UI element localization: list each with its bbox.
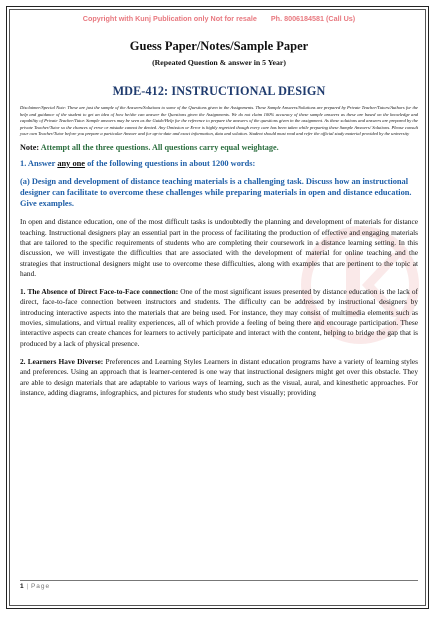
sub-question-a: (a) Design and development of distance teaching materials is a challenging task. Discuss how an instructional designer can facilitate to overcome these challenges while preparing materials in open and distance education. Give examples. bbox=[20, 176, 412, 209]
page-content bbox=[20, 14, 418, 398]
document-subtitle: (Repeated Question & answer in 5 Year) bbox=[152, 58, 286, 67]
question-1-instruction bbox=[20, 159, 418, 168]
course-title: MDE-412: INSTRUCTIONAL DESIGN bbox=[112, 84, 326, 98]
intro-paragraph: In open and distance education, one of the most difficult tasks is undoubtedly the planning and development of materials for distance teaching. Instructional designers play an essential part in the process of facilitating the production of effective and engaging materials that are tailored to the specific requirements of students who are completing their coursework in a distance learning setting. In this discussion, we will investigate the difficulties that are associated with the development of material for online teaching and the strategies that instructional designers might use to overcome these difficulties, along with examples that are pertinent to the topic at hand. bbox=[20, 217, 418, 278]
document-title: Guess Paper/Notes/Sample Paper bbox=[129, 39, 309, 53]
page-footer bbox=[20, 583, 50, 590]
point-2-paragraph bbox=[20, 357, 418, 398]
page-number: 1 bbox=[20, 583, 24, 590]
point-2-text: Preferences and Learning Styles Learners in distant education programs have a variety of learning styles and preferences. Using an approach that is learner-centered is one way that instructional designers might get over this obstacle. They are able to design materials that are adaptable to various ways of learning, such as the visual, aural, and kinesthetic approaches. For instance, adding diagrams, infographics, and pictures for students who study best visually; providing bbox=[20, 356, 419, 397]
page-label: Page bbox=[30, 583, 51, 590]
note-line bbox=[20, 143, 418, 152]
point-1-text: One of the most significant issues presented by distance education is the lack of direct, face-to-face connection between instructors and students. The difficulty can be addressed by instructional designers by introducing interactive aspects into the materials that are being used. For instance, they may consist of multimedia elements such as movies, simulations, and virtual reality experiences, all of which provide a feeling of being there and encourage participation. These interactive aspects can create chances for learners to actively participate and interact with the content, helping to bridge the gap that is produced by a lack of physical presence. bbox=[20, 287, 418, 348]
copyright-header bbox=[20, 14, 418, 23]
footer-separator: | bbox=[26, 583, 29, 590]
question-1-suffix: of the following questions in about 1200 words: bbox=[87, 158, 256, 168]
question-1-prefix: 1. Answer bbox=[20, 158, 56, 168]
point-1-paragraph bbox=[20, 287, 418, 349]
footer-rule bbox=[20, 580, 418, 581]
phone-number: Ph. 8006184581 (Call Us) bbox=[270, 14, 356, 23]
disclaimer-text: Disclaimer/Special Note: These are just the sample of the Answers/Solutions to some of the Questions given in the Assignments. These Sample Answers/Solutions are prepared by Private Teacher/Tutors/Authors for the help and guidance of the student to get an idea of how he/she can answer the Questions given the Assignments. We do not claim 100% accuracy of these sample answers as these are based on the knowledge and capability of Private Teacher/Tutor. Sample answers may be seen as the Guide/Help for the reference to prepare the answers of the questions given in the assignment. As these solutions and answers are prepared by the private Teacher/Tutor so the chances of error or mistake cannot be denied. Any Omission or Error is highly regretted though every care has been taken while preparing these Sample Answers/ Solutions. Please consult your own Teacher/Tutor before you prepare a particular Answer and for up-to-date and exact information, data and solution. Student should must read and refer the official study material provided by the university bbox=[20, 105, 418, 137]
point-1-heading: 1. The Absence of Direct Face-to-Face connection: bbox=[20, 287, 179, 297]
point-2-heading: 2. Learners Have Diverse: bbox=[20, 356, 104, 366]
copyright-notice: Copyright with Kunj Publication only Not for resale bbox=[82, 14, 257, 23]
note-text: Attempt all the three questions. All questions carry equal weightage. bbox=[40, 142, 279, 152]
note-label: Note: bbox=[20, 142, 40, 152]
question-1-emphasis: any one bbox=[57, 158, 86, 168]
